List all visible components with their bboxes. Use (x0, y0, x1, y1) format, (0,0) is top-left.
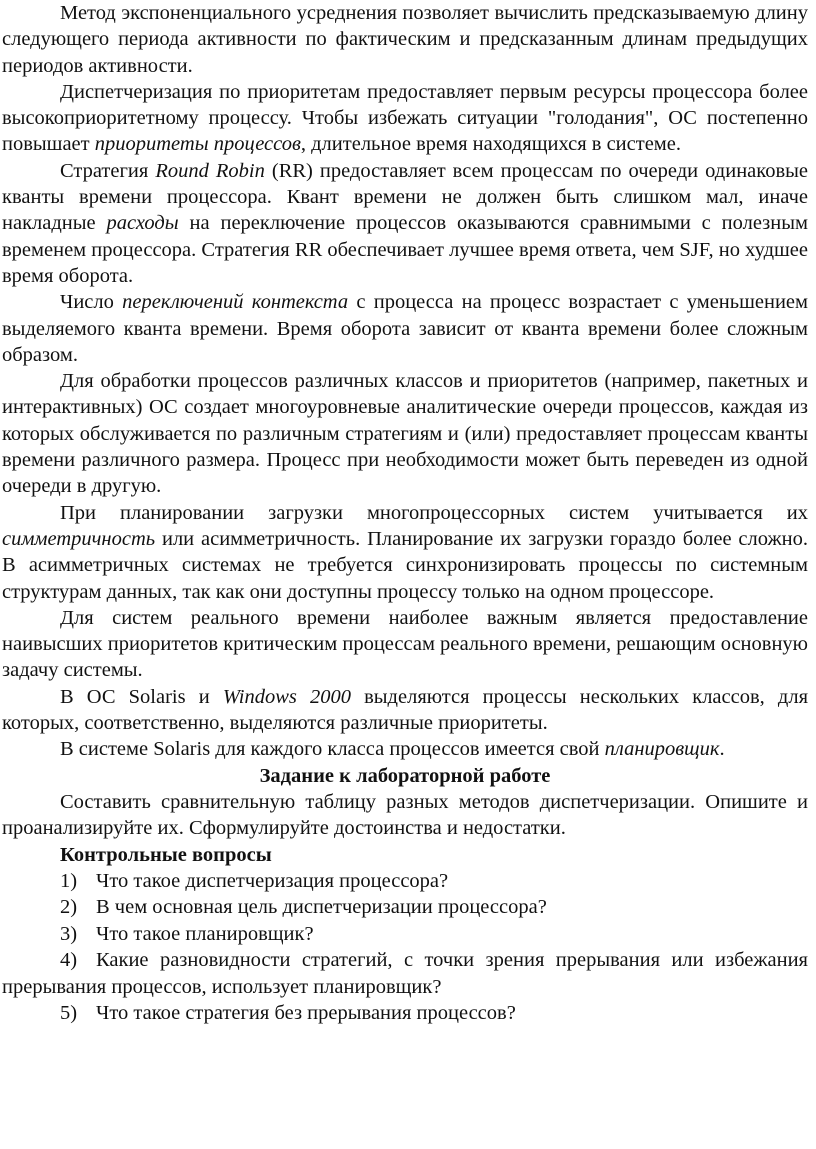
questions-heading: Контрольные вопросы (60, 843, 272, 866)
question-item (2, 894, 808, 921)
question-text: Что такое планировщик? (96, 922, 314, 945)
paragraph-real-time: Для систем реального времени наиболее важным является предоставление наивысших приоритетов критическим процессам реального времени, решающим основную задачу системы. (2, 606, 808, 682)
question-number: 3) (60, 922, 78, 945)
question-number: 2) (60, 896, 78, 919)
question-number: 5) (60, 1002, 78, 1025)
term-symmetry: симметричность (2, 527, 156, 550)
question-item (2, 1000, 808, 1027)
question-item (2, 868, 808, 895)
question-item (2, 947, 808, 1000)
task-text: Составить сравнительную таблицу разных методов диспетчеризации. Опишите и проанализируйте их. Сформулируйте достоинства и недостатки. (2, 790, 808, 840)
question-item (2, 921, 808, 948)
term-scheduler: планировщик (604, 738, 720, 761)
task-heading: Задание к лабораторной работе (259, 764, 551, 787)
paragraph-solaris-scheduler: В системе Solaris для каждого класса процессов имеется свой планировщик. (60, 738, 725, 761)
term-overhead: расходы (106, 212, 179, 235)
question-text: Что такое стратегия без прерывания процессов? (96, 1002, 516, 1025)
question-text: Какие разновидности стратегий, с точки зрения прерывания или избежания прерывания процессов, использует планировщик? (2, 949, 808, 998)
paragraph-context-switches: Число переключений контекста с процесса на процесс возрастает с уменьшением выделяемого кванта времени. Время оборота зависит от кванта времени более сложным образом. (2, 291, 809, 366)
question-text: В чем основная цель диспетчеризации процессора? (96, 896, 547, 919)
term-process-priorities: приоритеты процессов (94, 133, 301, 156)
term-windows-2000: Windows 2000 (222, 685, 351, 708)
term-context-switches: переключений контекста (122, 291, 349, 314)
paragraph-multilevel-queues: Для обработки процессов различных классов и приоритетов (например, пакетных и интерактивных) ОС создает многоуровневые аналитические очереди процессов, каждая из которых обслуживается по различным стратегиям и (или) предоставляет процессам кванты времени различного размера. Процесс при необходимости может быть переведен из одной очереди в другую. (2, 370, 808, 498)
paragraph-solaris-windows: В ОС Solaris и Windows 2000 выделяются процессы нескольких классов, для которых, соответственно, выделяются различные приоритеты. (2, 685, 808, 735)
question-number: 1) (60, 869, 78, 892)
paragraph-multiprocessor: При планировании загрузки многопроцессорных систем учитывается их симметричность или асимметричность. Планирование их загрузки гораздо более сложно. В асимметричных системах не требуется синхронизировать процессы по системным структурам данных, так как они доступны процессу только на одном процессоре. (2, 501, 808, 603)
paragraph-round-robin: Стратегия Round Robin (RR) предоставляет всем процессам по очереди одинаковые кванты времени процессора. Квант времени не должен быть слишком мал, иначе накладные расходы на переключение процессов оказываются сравнимыми с полезным временем процессора. Стратегия RR обеспечивает лучшее время ответа, чем SJF, но худшее время оборота. (2, 159, 808, 287)
term-round-robin: Round Robin (155, 159, 265, 182)
question-number: 4) (60, 949, 78, 972)
paragraph-exponential-averaging: Метод экспоненциального усреднения позволяет вычислить предсказываемую длину следующего периода активности по фактическим и предсказанным длинам предыдущих периодов активности. (2, 2, 808, 77)
question-text: Что такое диспетчеризация процессора? (96, 869, 449, 892)
paragraph-priority-scheduling: Диспетчеризация по приоритетам предоставляет первым ресурсы процессора более высокоприоритетному процессу. Чтобы избежать ситуации "голодания", ОС постепенно повышает приоритеты процессов, длительное время находящихся в системе. (2, 80, 808, 156)
